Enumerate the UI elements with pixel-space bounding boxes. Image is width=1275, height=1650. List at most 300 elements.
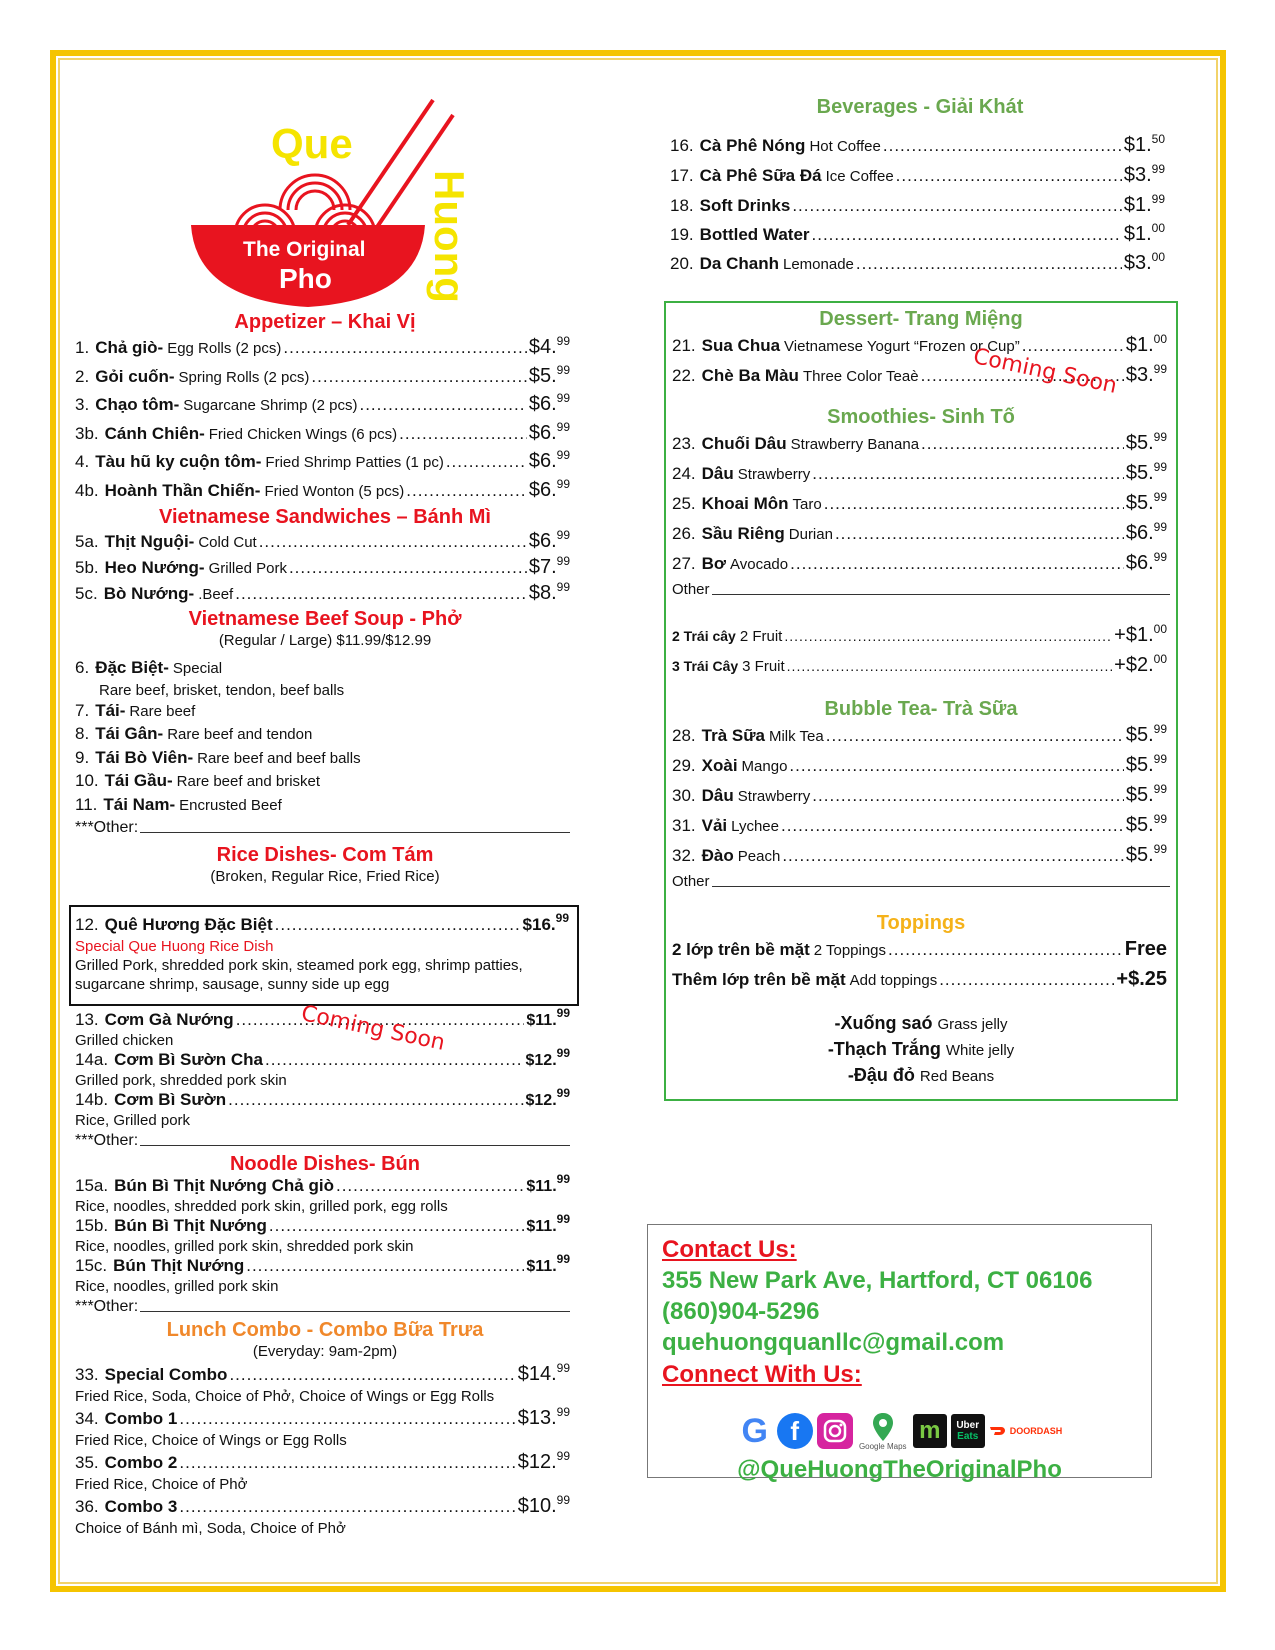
item-price bbox=[529, 391, 570, 419]
item-number: 14b. bbox=[75, 1090, 109, 1109]
dot-leader bbox=[359, 391, 526, 419]
item-price-cents: 99 bbox=[1153, 550, 1167, 564]
item-name: Chả giò- bbox=[95, 338, 164, 357]
menu-item bbox=[670, 249, 1165, 279]
special-rice-tag: Special Que Huong Rice Dish bbox=[75, 938, 274, 955]
item-price-dollars: $4. bbox=[528, 336, 557, 358]
item-price-cents: 00 bbox=[1153, 652, 1167, 666]
item-english: Rare beef and brisket bbox=[176, 773, 321, 790]
item-price-cents: 99 bbox=[556, 1361, 570, 1375]
item-price-dollars: $1. bbox=[1125, 334, 1154, 356]
item-price-dollars: $7. bbox=[528, 556, 557, 578]
item-price-cents: 00 bbox=[1153, 332, 1167, 346]
item-description: Rice, noodles, shredded pork skin, grilled pork, egg rolls bbox=[75, 1198, 448, 1215]
item-name: Tái Bò Viên- bbox=[95, 747, 194, 767]
item-price bbox=[1126, 811, 1167, 840]
item-price-dollars: +$1. bbox=[1114, 624, 1154, 646]
item-description: Rice, Grilled pork bbox=[75, 1112, 191, 1129]
item-price bbox=[529, 448, 570, 476]
smoothies-other-label: Other bbox=[672, 581, 710, 598]
dot-leader bbox=[782, 841, 1124, 870]
item-price bbox=[523, 913, 569, 937]
item-name: Chuối Dâu bbox=[701, 434, 787, 453]
item-price-cents: 99 bbox=[1153, 490, 1167, 504]
item-number: 4b. bbox=[75, 480, 99, 500]
item-english: Fried Chicken Wings (6 pcs) bbox=[208, 425, 398, 443]
item-name: Bò Nướng- bbox=[103, 584, 195, 603]
item-price bbox=[529, 334, 570, 362]
item-price-dollars: $10. bbox=[517, 1495, 557, 1517]
bubble-other-label: Other bbox=[672, 873, 710, 890]
item-price-dollars: $5. bbox=[1125, 724, 1154, 746]
item-english: 2 Toppings bbox=[813, 942, 887, 959]
topping-option bbox=[672, 1037, 1170, 1063]
item-name: Chạo tôm- bbox=[95, 395, 180, 414]
menu-item bbox=[672, 489, 1167, 519]
lunch-list bbox=[75, 1362, 610, 1538]
item-name: 3 Trái Cây bbox=[672, 658, 739, 674]
item-price-dollars: $16. bbox=[522, 915, 556, 934]
menu-item bbox=[75, 657, 570, 681]
item-name: Cơm Bì Sườn bbox=[114, 1090, 227, 1109]
lunch-subtitle: (Everyday: 9am-2pm) bbox=[252, 1343, 398, 1360]
dot-leader bbox=[921, 429, 1124, 458]
item-price-dollars: $6. bbox=[528, 530, 557, 552]
menu-item bbox=[75, 770, 570, 794]
item-price bbox=[525, 1086, 571, 1111]
item-price bbox=[1126, 781, 1167, 810]
topping-name: -Đậu đỏ bbox=[847, 1065, 915, 1085]
dot-leader bbox=[446, 448, 527, 476]
rice-items-wrap bbox=[75, 1001, 610, 1130]
item-price-cents: 99 bbox=[556, 580, 570, 594]
item-number: 6. bbox=[75, 658, 90, 677]
right-column bbox=[670, 95, 1210, 1101]
rice-title: Rice Dishes- Com Tám bbox=[216, 844, 434, 866]
item-price bbox=[526, 1252, 570, 1277]
menu-item bbox=[672, 965, 1167, 995]
item-price-cents: 99 bbox=[556, 528, 570, 542]
dot-leader bbox=[812, 220, 1122, 249]
item-name: Đặc Biệt- bbox=[95, 658, 169, 677]
item-price-dollars: $3. bbox=[1123, 252, 1152, 274]
item-price bbox=[1124, 131, 1165, 160]
item-english: Strawberry bbox=[737, 788, 811, 805]
menu-item bbox=[75, 723, 570, 747]
item-english: Vietnamese Yogurt “Frozen or Cup” bbox=[784, 338, 1020, 355]
item-number: 30. bbox=[672, 786, 696, 805]
dot-leader bbox=[275, 913, 521, 937]
item-name: Cơm Gà Nướng bbox=[104, 1010, 234, 1029]
item-name: 2 Trái cây bbox=[672, 628, 736, 644]
item-price bbox=[1126, 751, 1167, 780]
item-price-cents: 00 bbox=[1151, 250, 1165, 264]
noodle-other-label: ***Other: bbox=[75, 1298, 139, 1315]
eats-label: Eats bbox=[957, 1431, 979, 1442]
item-number: 34. bbox=[75, 1409, 99, 1428]
noodle-title: Noodle Dishes- Bún bbox=[229, 1153, 420, 1175]
dot-leader bbox=[812, 781, 1124, 810]
item-name: Chè Ba Màu bbox=[701, 366, 799, 385]
noodle-other bbox=[75, 1296, 570, 1318]
item-price-cents: 99 bbox=[556, 334, 570, 348]
item-price bbox=[518, 1406, 570, 1431]
dot-leader bbox=[856, 249, 1122, 278]
dot-leader bbox=[789, 751, 1123, 780]
menu-item bbox=[75, 581, 570, 607]
dot-leader bbox=[265, 1050, 524, 1070]
menu-item bbox=[672, 651, 1167, 681]
item-price-dollars: $12. bbox=[517, 1451, 557, 1473]
item-price-dollars: +$.25 bbox=[1116, 968, 1167, 990]
item-description: Fried Rice, Choice of Wings or Egg Rolls bbox=[75, 1432, 347, 1449]
item-number: 5a. bbox=[75, 532, 99, 551]
uber-label: Uber bbox=[956, 1420, 980, 1431]
item-price bbox=[529, 529, 570, 554]
topping-option bbox=[672, 1063, 1170, 1089]
menu-item bbox=[75, 747, 570, 771]
item-price-cents: 99 bbox=[556, 362, 570, 377]
item-number: 18. bbox=[670, 196, 694, 215]
special-rice-desc: Grilled Pork, shredded pork skin, steamed pork egg, shrimp patties, sugarcane shrimp, sausage, sunny side up egg bbox=[75, 957, 523, 993]
dessert-title: Dessert- Trang Miệng bbox=[819, 308, 1023, 330]
item-english: Special bbox=[172, 660, 223, 677]
item-number: 17. bbox=[670, 166, 694, 185]
menu-item bbox=[670, 191, 1165, 220]
topping-english: Red Beans bbox=[919, 1068, 995, 1085]
pho-list bbox=[75, 657, 610, 817]
item-english: 3 Fruit bbox=[742, 658, 785, 675]
rice-coming-soon: Coming Soon bbox=[298, 1001, 448, 1056]
item-english: Spring Rolls (2 pcs) bbox=[178, 368, 310, 386]
dot-leader bbox=[812, 459, 1124, 488]
smoothies-other bbox=[672, 579, 1170, 601]
item-english: Rare beef bbox=[129, 702, 196, 720]
item-name: Khoai Môn bbox=[701, 494, 789, 513]
menu-item bbox=[75, 391, 570, 420]
item-number: 20. bbox=[670, 254, 694, 273]
contact-heading: Contact Us: bbox=[662, 1236, 797, 1263]
item-price-dollars: $5. bbox=[1125, 462, 1154, 484]
dot-leader bbox=[336, 1176, 524, 1196]
instagram-icon[interactable] bbox=[817, 1413, 853, 1449]
item-price bbox=[529, 477, 570, 505]
dot-leader bbox=[883, 131, 1122, 160]
item-price-cents: 99 bbox=[1153, 782, 1167, 796]
item-price bbox=[525, 1046, 571, 1071]
dot-leader bbox=[824, 489, 1124, 518]
menufy-icon[interactable]: m bbox=[913, 1414, 947, 1448]
appetizer-list bbox=[75, 334, 610, 505]
item-price-cents: 99 bbox=[556, 1006, 570, 1020]
item-name: Combo 2 bbox=[104, 1453, 178, 1472]
item-name: Tái Nam- bbox=[103, 794, 176, 814]
dot-leader bbox=[406, 477, 527, 505]
item-price-dollars: $11. bbox=[526, 1012, 557, 1029]
smoothies-list bbox=[672, 429, 1170, 579]
google-icon[interactable]: G bbox=[741, 1411, 768, 1450]
menu-item bbox=[670, 161, 1165, 191]
item-number: 13. bbox=[75, 1010, 99, 1029]
item-description: Rice, noodles, grilled pork skin bbox=[75, 1278, 279, 1295]
menu-item bbox=[672, 459, 1167, 489]
item-number: 35. bbox=[75, 1453, 99, 1472]
item-price-dollars: $6. bbox=[528, 393, 557, 415]
item-price-cents: 99 bbox=[556, 1046, 570, 1060]
google-maps-icon[interactable] bbox=[857, 1412, 909, 1451]
item-price-cents: 99 bbox=[556, 1405, 570, 1419]
item-name: Trà Sữa bbox=[701, 726, 765, 745]
item-price bbox=[1114, 621, 1167, 650]
dot-leader bbox=[835, 519, 1124, 548]
dot-leader bbox=[228, 1090, 523, 1110]
item-number: 31. bbox=[672, 816, 696, 835]
item-number: 3b. bbox=[75, 423, 99, 443]
item-price-cents: 99 bbox=[1153, 752, 1167, 766]
item-number: 24. bbox=[672, 464, 696, 483]
dot-leader bbox=[790, 549, 1124, 578]
menu-item bbox=[672, 751, 1167, 781]
dot-leader bbox=[1022, 331, 1124, 360]
item-number: 4. bbox=[75, 452, 90, 471]
item-price bbox=[1124, 191, 1165, 220]
item-price-cents: 99 bbox=[556, 419, 570, 434]
item-name: Quê Hương Đặc Biệt bbox=[104, 915, 273, 934]
logo-word-huong: Huong bbox=[426, 170, 473, 303]
uber-eats-icon[interactable] bbox=[951, 1414, 985, 1448]
item-name: Cơm Bì Sườn Cha bbox=[114, 1050, 263, 1069]
menu-item bbox=[672, 429, 1167, 459]
item-price bbox=[529, 581, 570, 606]
item-english: .Beef bbox=[198, 586, 234, 603]
item-price bbox=[518, 1362, 570, 1387]
item-number: 15a. bbox=[75, 1176, 109, 1195]
contact-phone[interactable]: (860)904-5296 bbox=[662, 1298, 820, 1325]
logo-word-que: Que bbox=[271, 120, 353, 167]
item-name: 2 lớp trên bề mặt bbox=[672, 940, 810, 959]
dot-leader bbox=[399, 420, 527, 448]
item-english: Grilled Pork bbox=[208, 560, 287, 577]
item-price-dollars: $14. bbox=[517, 1363, 557, 1385]
item-description: Fried Rice, Choice of Phở bbox=[75, 1476, 248, 1493]
item-price bbox=[1126, 549, 1167, 578]
item-price-cents: 99 bbox=[556, 448, 570, 462]
item-price-cents: 99 bbox=[1153, 812, 1167, 826]
item-english: Lychee bbox=[731, 818, 779, 835]
item-price bbox=[526, 1006, 570, 1031]
item-price-cents: 99 bbox=[555, 911, 569, 925]
item-price-cents: 99 bbox=[1153, 460, 1167, 474]
item-name: Cánh Chiên- bbox=[104, 423, 205, 443]
item-price-cents: 99 bbox=[1153, 430, 1167, 444]
social-icons bbox=[662, 1408, 1137, 1454]
item-name: Tàu hũ ky cuộn tôm- bbox=[95, 452, 262, 471]
item-name: Cà Phê Sữa Đá bbox=[699, 166, 822, 185]
item-description: Grilled pork, shredded pork skin bbox=[75, 1072, 287, 1089]
menu-item bbox=[75, 1406, 570, 1431]
item-price-cents: 99 bbox=[556, 1252, 570, 1266]
item-price-dollars: $1. bbox=[1123, 134, 1152, 156]
item-number: 10. bbox=[75, 771, 99, 790]
item-price-dollars: $3. bbox=[1123, 164, 1152, 186]
dot-leader bbox=[259, 529, 527, 554]
item-price-dollars: $5. bbox=[1125, 784, 1154, 806]
item-number: 12. bbox=[75, 915, 99, 934]
item-name: Dâu bbox=[701, 786, 734, 805]
item-english: Encrusted Beef bbox=[179, 796, 282, 814]
dot-leader bbox=[787, 652, 1112, 681]
item-price-dollars: $6. bbox=[528, 478, 557, 501]
item-name: Gỏi cuốn- bbox=[95, 366, 175, 386]
item-number: 5c. bbox=[75, 584, 98, 603]
item-number: 32. bbox=[672, 846, 696, 865]
social-handle[interactable]: @QueHuongTheOriginalPho bbox=[737, 1456, 1062, 1483]
left-column bbox=[75, 95, 610, 1538]
item-number: 2. bbox=[75, 366, 90, 386]
menu-item bbox=[75, 334, 570, 363]
doordash-icon[interactable] bbox=[989, 1426, 1063, 1436]
menu-item bbox=[75, 794, 570, 818]
item-number: 15c. bbox=[75, 1256, 108, 1275]
item-price-dollars: $11. bbox=[526, 1218, 557, 1235]
logo-line-original: The Original bbox=[243, 238, 366, 261]
item-price bbox=[1126, 459, 1167, 488]
facebook-icon[interactable]: f bbox=[777, 1413, 813, 1449]
dot-leader bbox=[792, 191, 1122, 220]
dot-leader bbox=[781, 811, 1124, 840]
sandwiches-list bbox=[75, 529, 610, 607]
item-price-dollars: $6. bbox=[1125, 552, 1154, 574]
item-price-cents: 99 bbox=[556, 1172, 570, 1186]
contact-box bbox=[647, 1224, 1152, 1483]
special-rice-box bbox=[69, 905, 579, 1006]
item-english: Sugarcane Shrimp (2 pcs) bbox=[183, 397, 358, 414]
item-price bbox=[1126, 841, 1167, 870]
item-number: 23. bbox=[672, 434, 696, 453]
item-name: Bơ bbox=[701, 554, 727, 573]
rice-subtitle: (Broken, Regular Rice, Fried Rice) bbox=[210, 868, 440, 885]
dot-leader bbox=[311, 363, 526, 391]
menu-item bbox=[75, 1494, 570, 1519]
item-price bbox=[529, 555, 570, 580]
item-price-dollars: $1. bbox=[1123, 223, 1152, 245]
drinks-box bbox=[664, 301, 1178, 1101]
connect-heading: Connect With Us: bbox=[662, 1361, 862, 1388]
item-number: 8. bbox=[75, 724, 90, 743]
item-price-cents: 99 bbox=[556, 1086, 570, 1100]
item-price-cents: 99 bbox=[1153, 722, 1167, 736]
item-price-cents: 00 bbox=[1151, 221, 1165, 235]
item-price-dollars: $5. bbox=[1125, 432, 1154, 454]
menu-item bbox=[75, 1362, 570, 1387]
item-number: 19. bbox=[670, 225, 694, 244]
item-name: Bún Bì Thịt Nướng bbox=[114, 1216, 267, 1235]
item-price-cents: 99 bbox=[556, 476, 570, 491]
item-price-dollars: $3. bbox=[1125, 364, 1154, 386]
item-name: Sầu Riêng bbox=[701, 524, 785, 543]
item-english: Milk Tea bbox=[768, 728, 824, 745]
item-price-cents: 99 bbox=[556, 554, 570, 568]
menu-item bbox=[672, 549, 1167, 579]
item-price-dollars: $6. bbox=[528, 421, 557, 444]
smoothies-addons bbox=[672, 621, 1170, 681]
item-description: Fried Rice, Soda, Choice of Phở, Choice of Wings or Egg Rolls bbox=[75, 1388, 495, 1405]
menu-item bbox=[672, 781, 1167, 811]
item-number: 7. bbox=[75, 700, 90, 720]
item-price-dollars: $6. bbox=[1125, 522, 1154, 544]
item-english: Avocado bbox=[730, 556, 789, 573]
item-number: 21. bbox=[672, 336, 696, 355]
rice-other-label: ***Other: bbox=[75, 1132, 139, 1149]
topping-english: Grass jelly bbox=[937, 1016, 1008, 1033]
topping-name: -Thạch Trắng bbox=[827, 1039, 941, 1059]
dot-leader bbox=[826, 721, 1124, 750]
item-price bbox=[1114, 651, 1167, 680]
item-price-cents: 99 bbox=[1151, 192, 1165, 206]
item-price bbox=[529, 420, 570, 448]
item-name: Bottled Water bbox=[699, 225, 810, 244]
dot-leader bbox=[269, 1216, 524, 1236]
item-price-dollars: Free bbox=[1124, 938, 1167, 960]
item-price bbox=[518, 1494, 570, 1519]
menu-item bbox=[672, 331, 1167, 361]
menu-item bbox=[672, 811, 1167, 841]
item-price-cents: 99 bbox=[556, 1212, 570, 1226]
item-name: Tái Gầu- bbox=[104, 771, 173, 790]
item-price bbox=[526, 1172, 570, 1197]
item-name: Sua Chua bbox=[701, 336, 781, 355]
item-number: 14a. bbox=[75, 1050, 109, 1069]
logo-line-pho: Pho bbox=[279, 263, 332, 294]
doordash-label: DOORDASH bbox=[1009, 1426, 1063, 1436]
menu-item bbox=[75, 529, 570, 555]
item-name: Tái Gân- bbox=[95, 724, 164, 743]
noodle-list bbox=[75, 1172, 610, 1296]
item-english: Peach bbox=[737, 848, 781, 865]
appetizer-title: Appetizer – Khai Vị bbox=[234, 311, 416, 333]
bubble-other bbox=[672, 871, 1170, 893]
item-price bbox=[1125, 935, 1167, 963]
item-price-dollars: $8. bbox=[528, 582, 557, 604]
item-price bbox=[1126, 331, 1167, 360]
item-english: Taro bbox=[792, 496, 822, 513]
item-price bbox=[1126, 489, 1167, 518]
dot-leader bbox=[179, 1494, 515, 1519]
item-number: 22. bbox=[672, 366, 696, 385]
item-english: Mango bbox=[741, 758, 788, 775]
item-name: Combo 1 bbox=[104, 1409, 178, 1428]
menu-item bbox=[75, 1212, 570, 1237]
menu-item bbox=[670, 220, 1165, 249]
item-number: 26. bbox=[672, 524, 696, 543]
item-price-dollars: $13. bbox=[517, 1407, 557, 1429]
item-number: 33. bbox=[75, 1365, 99, 1384]
topping-english: White jelly bbox=[945, 1042, 1015, 1059]
item-price-cents: 99 bbox=[1153, 362, 1167, 376]
item-price-dollars: $5. bbox=[528, 364, 557, 387]
item-name: Combo 3 bbox=[104, 1497, 178, 1516]
item-english: Egg Rolls (2 pcs) bbox=[167, 340, 282, 357]
item-number: 3. bbox=[75, 395, 90, 414]
rice-other bbox=[75, 1130, 570, 1152]
item-description: Choice of Bánh mì, Soda, Choice of Phở bbox=[75, 1520, 346, 1537]
menu-item bbox=[672, 935, 1167, 965]
item-price-dollars: $12. bbox=[525, 1092, 557, 1109]
contact-email[interactable]: quehuongquanllc@gmail.com bbox=[662, 1329, 1005, 1356]
item-price bbox=[518, 1450, 570, 1475]
menu-item bbox=[75, 448, 570, 477]
topping-option bbox=[672, 1011, 1170, 1037]
